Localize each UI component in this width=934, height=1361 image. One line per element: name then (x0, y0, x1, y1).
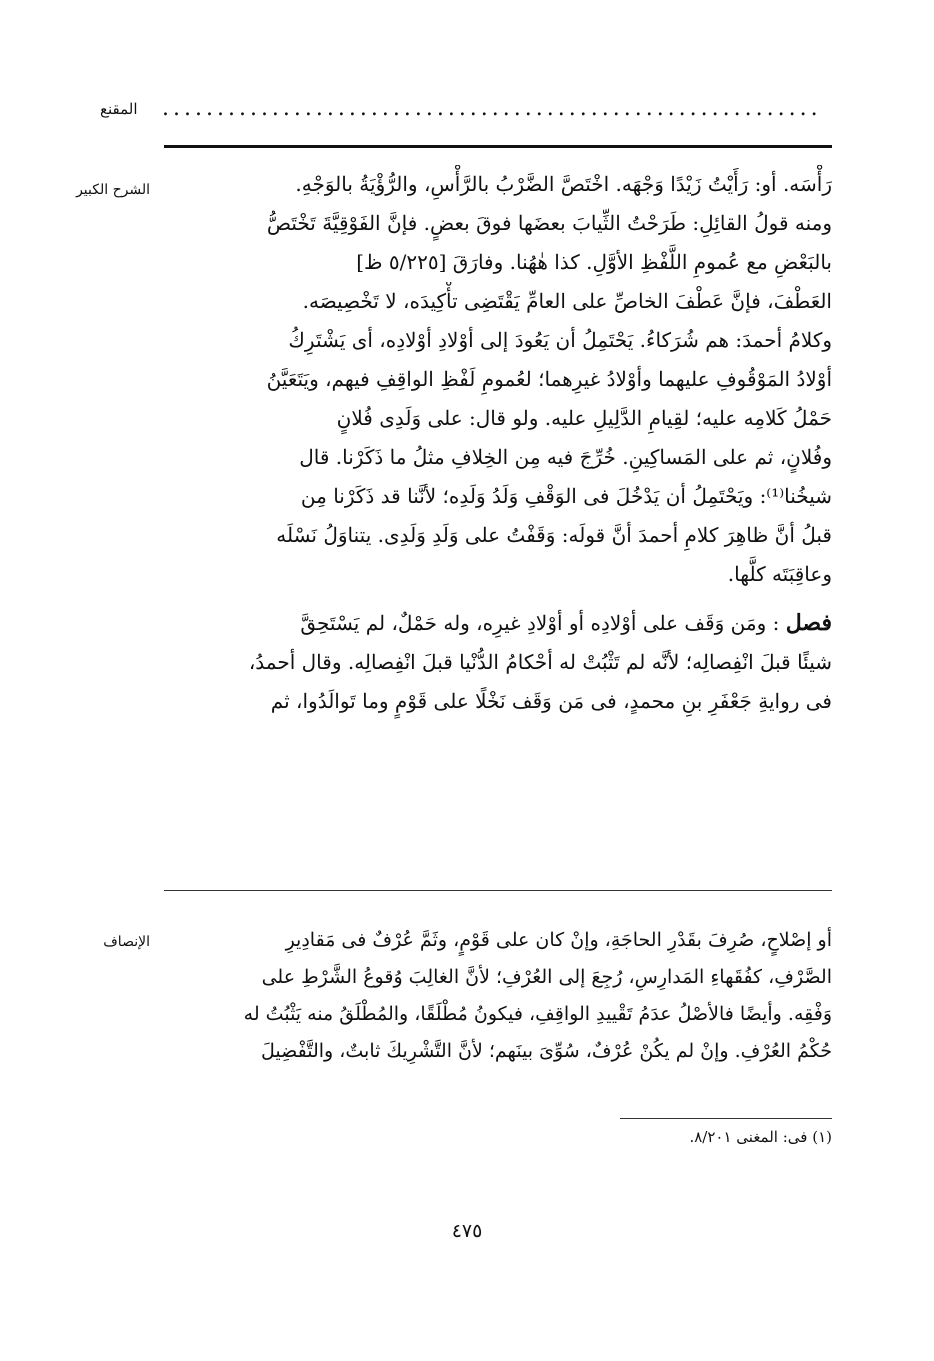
text-line: العَطْفَ، فإنَّ عَطْفَ الخاصِّ على العامِّ يَقْتَضِى تأْكِيدَه، لا تَخْصِيصَه. (302, 289, 832, 313)
text-line: شيئًا قبلَ انْفِصالِه؛ لأنَّه لم تَثْبُتْ له أحْكامُ الدُّنْيا قبلَ انْفِصالِه. وقال أحمدُ، (248, 650, 832, 674)
text-line: رَأْسَه. أو: رَأَيْتُ زَيْدًا وَجْهَه. اخْتَصَّ الضَّرْبُ بالرَّأْسِ، والرُّؤْيَةُ بالوَجْهِ. (295, 172, 832, 196)
text-line: حَمْلُ كَلامِه عليه؛ لقِيامِ الدَّلِيلِ عليه. ولو قال: على وَلَدِى فُلانٍ (336, 406, 832, 430)
text-line: شيخُنا⁽¹⁾: ويَحْتَمِلُ أن يَدْخُلَ فى الوَقْفِ وَلَدُ وَلَدِه؛ لأنَّنا قد ذَكَرْنا مِن (300, 484, 832, 508)
fasl-line-text: : ومَن وَقَف على أوْلادِه أو أوْلادِ غيرِه، وله حَمْلٌ، لم يَسْتَحِقَّ (300, 611, 780, 635)
main-text-block (164, 165, 832, 721)
text-line: فى روايةِ جَعْفَرِ بنِ محمدٍ، فى مَن وَقَف نَخْلًا على قَوْمٍ وما تَوالَدُوا، ثم (270, 689, 832, 713)
insaf-text-block (164, 922, 832, 1070)
text-line: الصَّرْفِ، كفُقَهاءِ المَدارِسِ، رُجِعَ إلى العُرْفِ؛ لأنَّ الغالِبَ وُقوعُ الشَّرْطِ على (261, 966, 832, 988)
paragraph-gap (164, 594, 832, 604)
fasl-line (164, 604, 832, 643)
header-dot-leader: ............................................................ (162, 96, 822, 121)
text-line: قبلُ أنَّ ظاهِرَ كلامِ أحمدَ أنَّ قولَه: وَقَفْتُ على وَلَدِ وَلَدِى. يتناوَلُ نَسْلَه (276, 523, 832, 547)
running-header-title: المقنع (100, 100, 138, 118)
footnote: (١) فى: المغنى ٨/٢٠١. (689, 1128, 832, 1146)
text-line: أوْلادُ المَوْقُوفِ عليهما وأوْلادُ غيرِهما؛ لعُمومِ لَفْظِ الواقِفِ فيهم، ويَتَعَيَّنُ (266, 367, 832, 391)
section-divider (164, 890, 832, 891)
text-line: ومنه قولُ القائِلِ: طَرَحْتُ الثِّيابَ بعضَها فوقَ بعضٍ. فإنَّ الفَوْقِيَّةَ تَخْتَصُّ (266, 211, 832, 235)
side-label-sharh-kabir: الشرح الكبير (76, 182, 150, 198)
page-number: ٤٧٥ (451, 1220, 483, 1242)
footnote-rule (620, 1118, 832, 1119)
fasl-heading: فصل (785, 610, 832, 636)
text-line: وعاقِبَتَه كلَّها. (727, 562, 832, 586)
text-line: أو إصْلاحٍ، صُرِفَ بقَدْرِ الحاجَةِ، وإنْ كان على قَوْمٍ، وثَمَّ عُرْفٌ فى مَقادِيرِ (285, 929, 832, 951)
side-label-insaf: الإنصاف (103, 934, 150, 950)
text-line: حُكْمُ العُرْفِ. وإنْ لم يكُنْ عُرْفٌ، سُوِّىَ بينَهم؛ لأنَّ التَّشْرِيكَ ثابتٌ، والتَّفْضِيلَ (261, 1040, 832, 1062)
text-line: وفُلانٍ، ثم على المَساكِينِ. خُرِّجَ فيه مِن الخِلافِ مثلُ ما ذَكَرْنا. قال (299, 445, 832, 469)
header-rule (164, 145, 832, 148)
text-line: بالبَعْضِ مع عُمومِ اللَّفْظِ الأوَّلِ. كذا هٰهُنا. وفارَقَ [٥/٢٢٥ ظ] (356, 250, 832, 274)
text-line: وكلامُ أحمدَ: هم شُرَكاءُ. يَحْتَمِلُ أن يَعُودَ إلى أوْلادِ أوْلادِه، أى يَشْتَرِكُ (288, 328, 832, 352)
text-line: وَفْقِه. وأيضًا فالأصْلُ عدَمُ تَقْييدِ الواقِفِ، فيكونُ مُطْلَقًا، والمُطْلَقُ منه يَثْبُتُ له (243, 1003, 832, 1025)
